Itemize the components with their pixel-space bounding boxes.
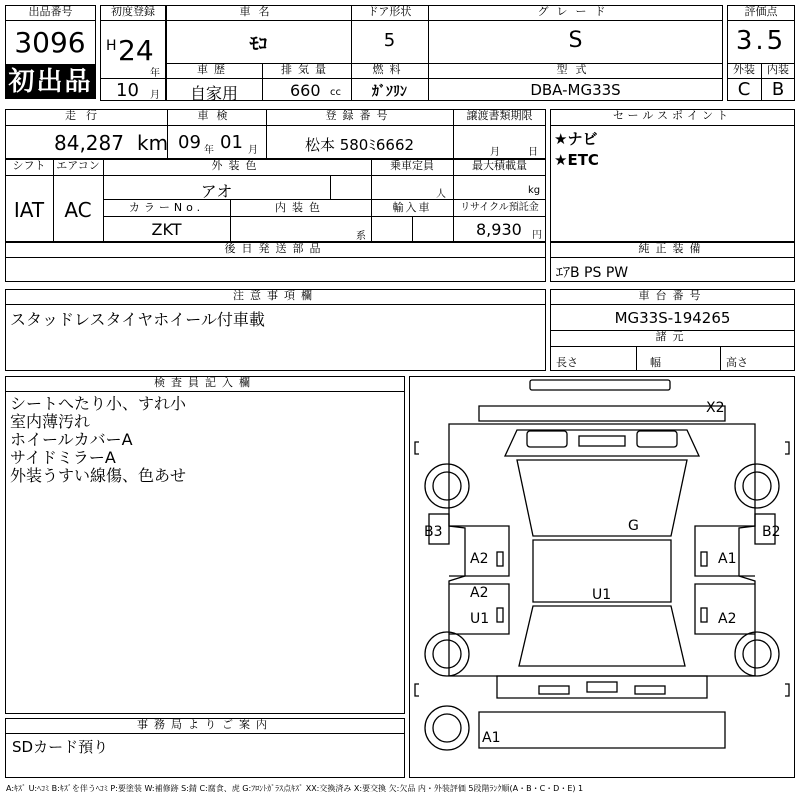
plate-label: 登録番号: [325, 109, 394, 122]
shift-label: シフト: [12, 159, 46, 172]
interior-grade: B: [771, 79, 785, 100]
grade: S: [568, 28, 583, 53]
inspection-label: 車検: [197, 109, 236, 122]
inspection-year-unit: 年: [204, 145, 214, 156]
mark-b3: B3: [424, 524, 443, 540]
inspector-note-2: 室内薄汚れ: [10, 412, 91, 431]
mileage-label: 走行: [65, 109, 107, 122]
length-label: 長さ: [556, 356, 578, 369]
caution-text: スタッドレスタイヤホイール付車載: [10, 310, 265, 329]
mileage: 84,287: [54, 131, 124, 155]
shift: IAT: [13, 198, 45, 222]
mark-g: G: [628, 518, 639, 534]
dims-label: 諸元: [655, 330, 690, 343]
mark-a2-left: A2: [470, 551, 489, 567]
office-text: SDカード預り: [12, 738, 109, 756]
inspection-year: 09: [178, 132, 201, 153]
genuine-label: 純正装備: [638, 242, 707, 255]
inspector-note-4: サイドミラーA: [10, 448, 116, 467]
displacement-label: 排気量: [281, 63, 332, 76]
inspector-note-5: 外装うすい線傷、色あせ: [10, 466, 187, 485]
color-no: ZKT: [151, 220, 182, 239]
recycle-unit: 円: [532, 230, 542, 241]
year-unit: 年: [150, 68, 160, 79]
max-load-unit: kg: [528, 185, 541, 196]
ext-color-label: 外装色: [211, 159, 263, 172]
car-name: ﾓｺ: [249, 34, 268, 55]
height-label: 高さ: [726, 356, 748, 369]
ext-color: アオ: [200, 182, 233, 201]
recycle-amount: 8,930: [476, 220, 522, 239]
later-parts-label: 後日発送部品: [224, 242, 327, 255]
mileage-unit: km: [137, 131, 169, 155]
month-unit: 月: [150, 90, 160, 101]
sales-point-2: ★ETC: [554, 151, 599, 169]
recycle-label: リサイクル預託金: [460, 202, 539, 213]
first-listing-badge: 初出品: [6, 64, 95, 98]
inspector-label: 検査員記入欄: [154, 376, 256, 389]
displacement-unit: cc: [330, 87, 341, 98]
fuel-label: 燃料: [372, 63, 407, 76]
mark-a1-right: A1: [718, 551, 737, 567]
genuine-equipment: ｴｱB PS PW: [556, 265, 629, 281]
doors: 5: [383, 30, 396, 51]
ac-label: エアコン: [56, 159, 100, 172]
history: 自家用: [189, 84, 238, 103]
grade-label: グレード: [537, 5, 614, 18]
car-name-label: 車名: [239, 5, 278, 18]
history-label: 車歴: [197, 63, 231, 76]
inspection-month: 01: [220, 132, 243, 153]
inspector-note-3: ホイールカバーA: [10, 430, 133, 449]
import-label: 輸入車: [392, 201, 432, 214]
transfer-month: 月: [490, 147, 500, 158]
lot-label: 出品番号: [28, 5, 73, 18]
inspector-note-1: シートへたり小、すれ小: [10, 394, 187, 413]
mark-u1-left: U1: [470, 611, 490, 627]
model: DBA-MG33S: [530, 81, 621, 99]
capacity-unit: 人: [436, 189, 446, 200]
mark-a2-right-lower: A2: [718, 611, 737, 627]
chassis-label: 車台番号: [638, 289, 707, 302]
transfer-day: 日: [528, 147, 538, 158]
int-color-unit: 系: [356, 231, 366, 242]
car-diagram: [409, 376, 795, 778]
office-label: 事務局よりご案内: [137, 718, 273, 731]
reg-month: 10: [116, 80, 139, 101]
reg-year: 24: [118, 34, 154, 67]
mark-u1-center: U1: [592, 587, 612, 603]
chassis-number: MG33S-194265: [614, 309, 731, 327]
width-label: 幅: [650, 356, 661, 369]
exterior-grade: C: [737, 79, 751, 100]
displacement: 660: [290, 81, 321, 100]
color-no-label: カラーNo.: [128, 201, 205, 214]
score-label: 評価点: [744, 5, 778, 18]
mark-b2: B2: [762, 524, 781, 540]
exterior-label: 外装: [733, 63, 755, 76]
mark-a1-bottom: A1: [482, 730, 501, 746]
mark-x2: X2: [706, 400, 725, 416]
first-reg-label: 初度登録: [111, 5, 155, 18]
legend: A:ｷｽﾞ U:ﾍｺﾐ B:ｷｽﾞを伴うﾍｺﾐ P:要塗装 W:補修跡 S:錆 C:腐食、虎 G:ﾌﾛﾝﾄｶﾞﾗｽ点ｷｽﾞ XX:交換済み X:要交換 欠:欠品 内・外装評価 5段階ﾗﾝｸ順(A・B・C・D・E) 1: [6, 784, 584, 793]
inspection-month-unit: 月: [248, 145, 258, 156]
interior-label: 内装: [767, 63, 789, 76]
era-letter: H: [106, 38, 117, 54]
plate-number: 松本 580ﾐ6662: [304, 136, 415, 154]
door-label: ドア形状: [367, 5, 412, 18]
int-color-label: 内装色: [275, 201, 326, 214]
ac: AC: [64, 198, 92, 222]
lot-number: 3096: [14, 26, 86, 59]
transfer-label: 譲渡書類期限: [466, 109, 533, 122]
fuel: ｶﾞｿﾘﾝ: [372, 84, 407, 100]
caution-label: 注意事項欄: [233, 289, 318, 302]
model-label: 型式: [556, 63, 595, 76]
sales-point-1: ★ナビ: [554, 130, 598, 148]
capacity-label: 乗車定員: [390, 159, 434, 172]
score: 3.5: [735, 26, 787, 56]
max-load-label: 最大積載量: [472, 159, 527, 172]
sales-label: セールスポイント: [612, 109, 732, 122]
mark-a2-left-lower: A2: [470, 585, 489, 601]
